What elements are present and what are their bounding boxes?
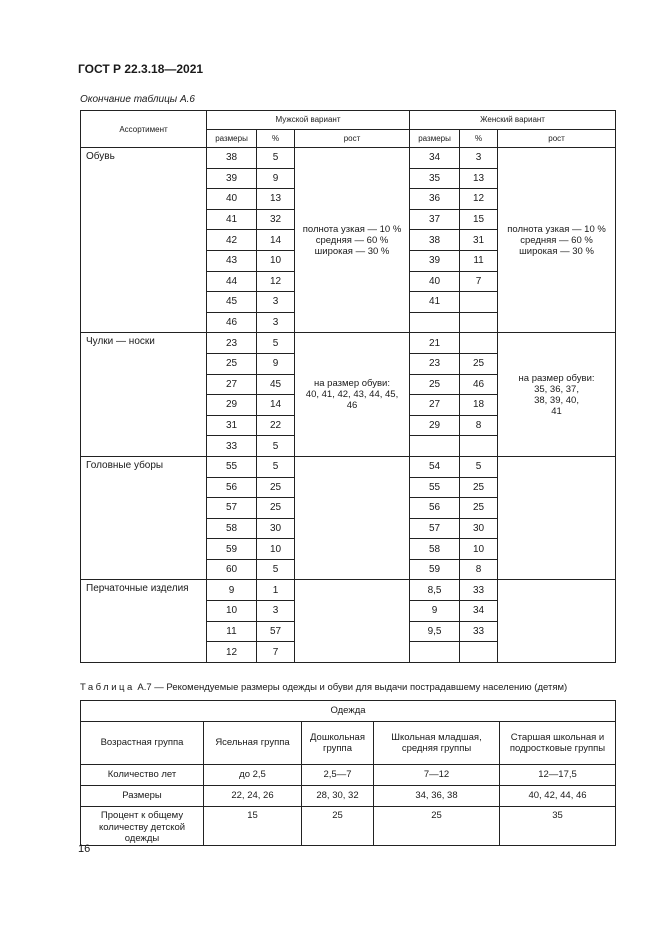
male-size-cell: 58 (207, 518, 257, 539)
female-percent-cell: 33 (460, 580, 498, 601)
male-size-cell: 25 (207, 353, 257, 374)
female-percent-cell: 8 (460, 415, 498, 436)
female-percent-cell: 46 (460, 374, 498, 395)
female-size-cell: 41 (410, 292, 460, 313)
table-row (81, 333, 616, 354)
table-cell: 22, 24, 26 (204, 786, 302, 807)
female-percent-cell: 33 (460, 621, 498, 642)
female-size-cell: 58 (410, 539, 460, 560)
table-cell: 12—17,5 (500, 765, 616, 786)
table-cell: 25 (302, 807, 374, 846)
document-header: ГОСТ Р 22.3.18—2021 (78, 62, 204, 76)
female-size-cell (410, 436, 460, 457)
female-size-cell: 54 (410, 456, 460, 477)
table-cell: 25 (374, 807, 500, 846)
male-percent-cell: 9 (257, 168, 295, 189)
table-row (81, 580, 616, 601)
table-a6-caption: Окончание таблицы А.6 (80, 94, 195, 105)
male-size-cell: 57 (207, 498, 257, 519)
female-percent-cell: 31 (460, 230, 498, 251)
male-percent-cell: 3 (257, 292, 295, 313)
male-size-cell: 59 (207, 539, 257, 560)
female-size-cell (410, 642, 460, 663)
male-height-note (295, 456, 410, 580)
male-percent-cell: 5 (257, 436, 295, 457)
male-size-cell: 10 (207, 601, 257, 622)
female-height-note (498, 580, 616, 662)
note-line: на размер обуви: (314, 378, 390, 390)
assortment-cell: Головные уборы (81, 456, 207, 580)
male-height-note (295, 148, 410, 333)
row-label: Процент к общему количеству детской одежды (81, 807, 204, 846)
female-percent-cell (460, 436, 498, 457)
table-row (81, 148, 616, 169)
male-size-cell: 44 (207, 271, 257, 292)
male-height-note (295, 333, 410, 457)
male-percent-cell: 22 (257, 415, 295, 436)
male-size-cell: 31 (207, 415, 257, 436)
male-size-cell: 41 (207, 209, 257, 230)
table-cell: 2,5—7 (302, 765, 374, 786)
male-percent-cell: 14 (257, 230, 295, 251)
female-size-cell: 37 (410, 209, 460, 230)
female-size-cell: 57 (410, 518, 460, 539)
male-size-cell: 27 (207, 374, 257, 395)
female-size-cell: 55 (410, 477, 460, 498)
female-size-cell: 56 (410, 498, 460, 519)
female-height-note (498, 148, 616, 333)
preschool-group-column-header: Дошкольная группа (302, 722, 374, 765)
table-cell: до 2,5 (204, 765, 302, 786)
female-percent-cell: 8 (460, 559, 498, 580)
female-percent-cell: 25 (460, 477, 498, 498)
female-percent-cell: 15 (460, 209, 498, 230)
note-line: 46 (346, 400, 358, 412)
note-line: полнота узкая — 10 % (302, 223, 402, 235)
male-size-cell: 45 (207, 292, 257, 313)
female-percent-cell: 25 (460, 353, 498, 374)
male-size-cell: 11 (207, 621, 257, 642)
note-line: широкая — 30 % (314, 245, 390, 257)
note-line: 40, 41, 42, 43, 44, 45, (305, 389, 399, 401)
female-size-cell: 29 (410, 415, 460, 436)
table-a7-caption-label: Таблица (80, 682, 135, 693)
female-variant-header: Женский вариант (410, 111, 616, 130)
male-percent-cell: 5 (257, 148, 295, 169)
male-percent-cell: 3 (257, 312, 295, 333)
note-line: средняя — 60 % (315, 234, 389, 246)
male-size-cell: 39 (207, 168, 257, 189)
male-percent-cell: 45 (257, 374, 295, 395)
female-size-cell: 27 (410, 395, 460, 416)
male-sizes-header: размеры (207, 129, 257, 148)
male-percent-cell: 10 (257, 250, 295, 271)
male-percent-cell: 3 (257, 601, 295, 622)
male-size-cell: 43 (207, 250, 257, 271)
note-line: 35, 36, 37, (534, 383, 579, 395)
male-size-cell: 29 (207, 395, 257, 416)
male-size-cell: 38 (207, 148, 257, 169)
row-label: Размеры (81, 786, 204, 807)
male-size-cell: 46 (207, 312, 257, 333)
female-sizes-header: размеры (410, 129, 460, 148)
female-size-cell: 40 (410, 271, 460, 292)
note-line: 41 (551, 405, 562, 417)
note-line: широкая — 30 % (519, 245, 594, 257)
female-percent-cell (460, 312, 498, 333)
male-percent-cell: 5 (257, 559, 295, 580)
female-height-header: рост (498, 129, 616, 148)
page-number: 16 (78, 843, 91, 855)
female-percent-cell: 3 (460, 148, 498, 169)
female-percent-cell: 7 (460, 271, 498, 292)
table-cell: 15 (204, 807, 302, 846)
female-height-note (498, 456, 616, 580)
male-percent-cell: 57 (257, 621, 295, 642)
male-percent-cell: 25 (257, 498, 295, 519)
male-percent-header: % (257, 129, 295, 148)
female-size-cell: 35 (410, 168, 460, 189)
female-size-cell: 36 (410, 189, 460, 210)
male-variant-header: Мужской вариант (207, 111, 410, 130)
female-height-note (498, 333, 616, 457)
male-percent-cell: 1 (257, 580, 295, 601)
female-percent-header: % (460, 129, 498, 148)
female-percent-cell: 30 (460, 518, 498, 539)
male-percent-cell: 14 (257, 395, 295, 416)
female-percent-cell (460, 642, 498, 663)
male-size-cell: 12 (207, 642, 257, 663)
female-percent-cell: 5 (460, 456, 498, 477)
male-size-cell: 42 (207, 230, 257, 251)
male-size-cell: 9 (207, 580, 257, 601)
male-percent-cell: 30 (257, 518, 295, 539)
female-size-cell: 23 (410, 353, 460, 374)
male-height-note (295, 580, 410, 662)
table-a7-caption (80, 682, 567, 693)
female-percent-cell (460, 292, 498, 313)
note-line: на размер обуви: (518, 372, 595, 384)
assortment-cell: Обувь (81, 148, 207, 333)
female-size-cell: 38 (410, 230, 460, 251)
female-percent-cell: 13 (460, 168, 498, 189)
male-size-cell: 60 (207, 559, 257, 580)
female-size-cell: 21 (410, 333, 460, 354)
female-percent-cell: 18 (460, 395, 498, 416)
note-line: средняя — 60 % (520, 234, 593, 246)
male-percent-cell: 13 (257, 189, 295, 210)
nursery-group-column-header: Ясельная группа (204, 722, 302, 765)
male-size-cell: 56 (207, 477, 257, 498)
male-size-cell: 55 (207, 456, 257, 477)
table-cell: 35 (500, 807, 616, 846)
female-size-cell (410, 312, 460, 333)
male-percent-cell: 10 (257, 539, 295, 560)
male-percent-cell: 5 (257, 456, 295, 477)
female-percent-cell (460, 333, 498, 354)
age-group-column-header: Возрастная группа (81, 722, 204, 765)
table-a7-caption-text: А.7 — Рекомендуемые размеры одежды и обуви для выдачи пострадавшему населению (детям) (137, 682, 568, 693)
female-size-cell: 8,5 (410, 580, 460, 601)
senior-teen-group-column-header: Старшая школьная и подростковые группы (500, 722, 616, 765)
female-percent-cell: 25 (460, 498, 498, 519)
female-percent-cell: 34 (460, 601, 498, 622)
assortment-header: Ассортимент (81, 111, 207, 148)
male-percent-cell: 5 (257, 333, 295, 354)
male-percent-cell: 12 (257, 271, 295, 292)
note-line: полнота узкая — 10 % (507, 223, 606, 235)
male-height-header: рост (295, 129, 410, 148)
male-size-cell: 40 (207, 189, 257, 210)
female-size-cell: 9,5 (410, 621, 460, 642)
female-percent-cell: 10 (460, 539, 498, 560)
assortment-cell: Чулки — носки (81, 333, 207, 457)
table-a6 (80, 110, 616, 663)
male-percent-cell: 9 (257, 353, 295, 374)
female-size-cell: 25 (410, 374, 460, 395)
female-percent-cell: 12 (460, 189, 498, 210)
note-line: 38, 39, 40, (534, 394, 579, 406)
table-row (81, 456, 616, 477)
clothing-section-header: Одежда (81, 701, 616, 722)
row-label: Количество лет (81, 765, 204, 786)
male-percent-cell: 25 (257, 477, 295, 498)
assortment-cell: Перчаточные изделия (81, 580, 207, 662)
male-percent-cell: 7 (257, 642, 295, 663)
female-size-cell: 39 (410, 250, 460, 271)
table-cell: 40, 42, 44, 46 (500, 786, 616, 807)
female-size-cell: 9 (410, 601, 460, 622)
female-size-cell: 59 (410, 559, 460, 580)
male-size-cell: 23 (207, 333, 257, 354)
table-cell: 28, 30, 32 (302, 786, 374, 807)
junior-middle-school-column-header: Школьная младшая, средняя группы (374, 722, 500, 765)
table-cell: 34, 36, 38 (374, 786, 500, 807)
table-a7 (80, 700, 616, 846)
female-percent-cell: 11 (460, 250, 498, 271)
male-percent-cell: 32 (257, 209, 295, 230)
male-size-cell: 33 (207, 436, 257, 457)
table-cell: 7—12 (374, 765, 500, 786)
female-size-cell: 34 (410, 148, 460, 169)
